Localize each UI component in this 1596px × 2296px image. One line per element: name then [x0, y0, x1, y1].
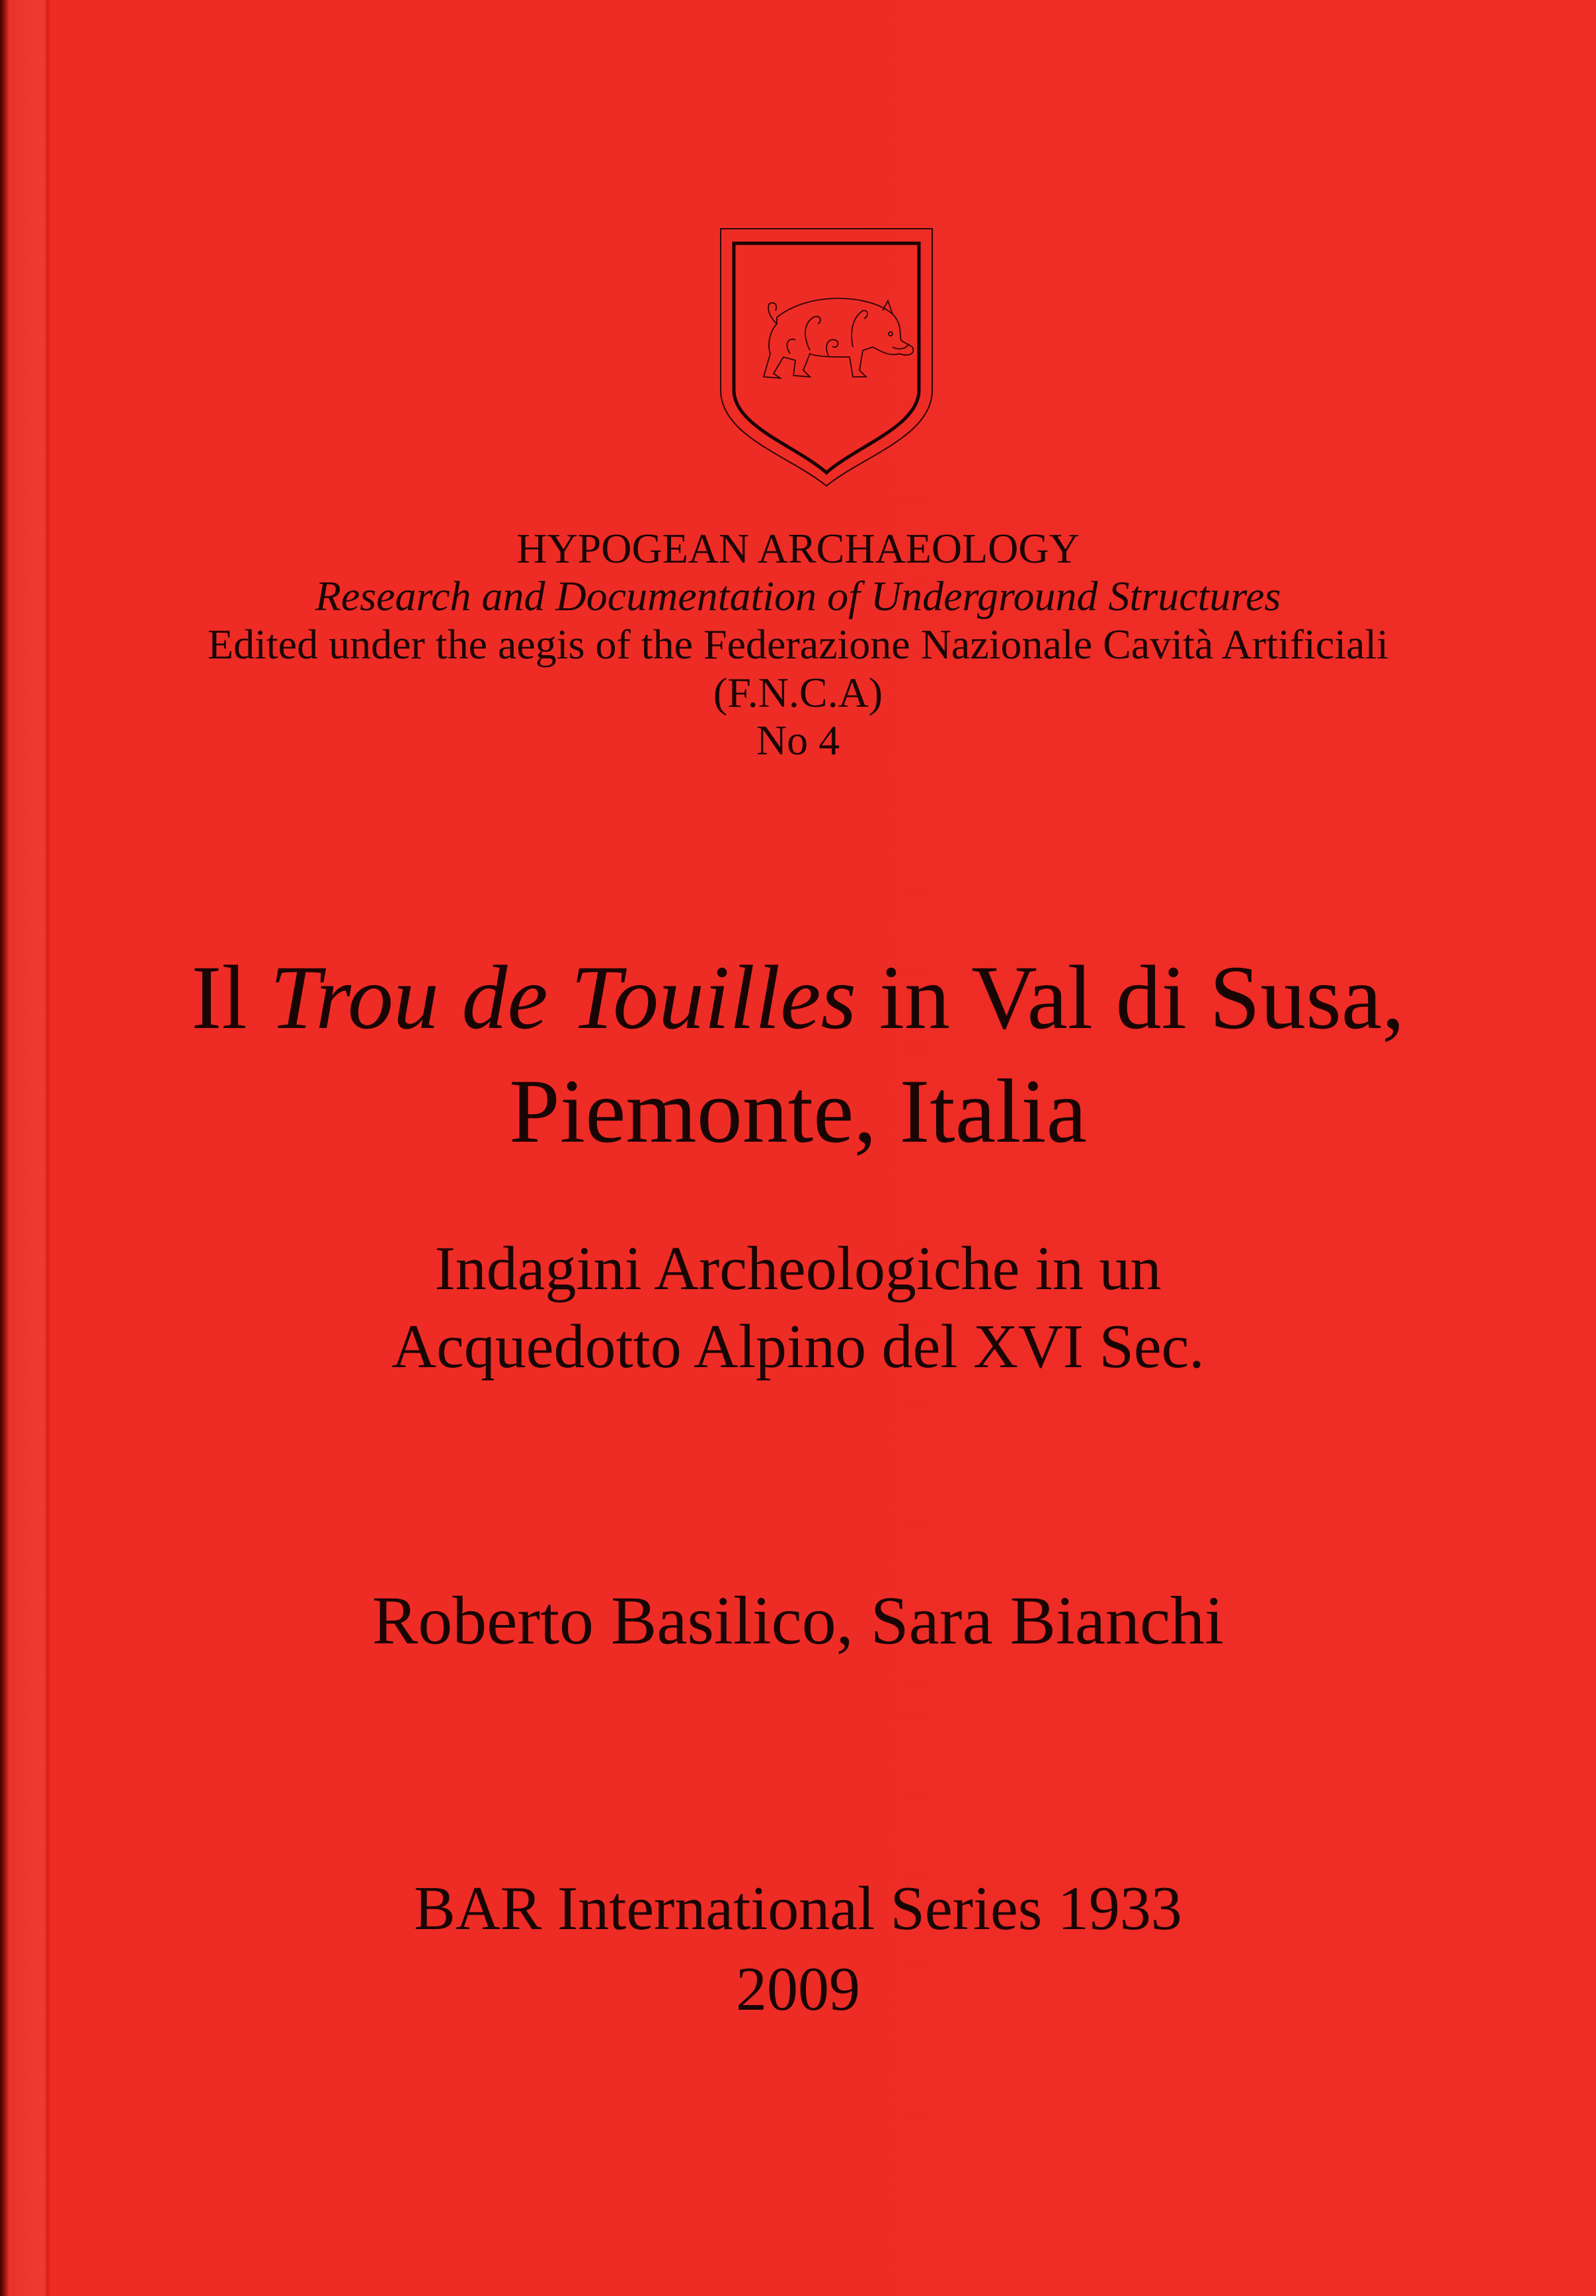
title-italic: Trou de Touilles — [270, 947, 857, 1048]
series-tagline: Research and Documentation of Underground Structures — [315, 573, 1281, 619]
authors: Roberto Basilico, Sara Bianchi — [372, 1583, 1224, 1659]
series-number: No 4 — [756, 717, 840, 764]
publication-series: BAR International Series 1933 — [414, 1874, 1182, 1943]
editor-note: Edited under the aegis of the Federazione Nazionale Cavità Artificiali — [208, 621, 1388, 668]
publication-year: 2009 — [736, 1955, 860, 2024]
title-suffix: in Val di Susa, — [856, 947, 1405, 1048]
book-title-line1 — [0, 947, 1596, 1048]
book-title-line2: Piemonte, Italia — [509, 1060, 1087, 1162]
subtitle-line2: Acquedotto Alpino del XVI Sec. — [391, 1312, 1205, 1381]
subtitle-line1: Indagini Archeologiche in un — [434, 1234, 1162, 1303]
series-name: HYPOGEAN ARCHAEOLOGY — [516, 525, 1080, 572]
title-prefix: Il — [191, 947, 270, 1048]
boar-shield-icon — [717, 225, 936, 489]
series-abbreviation: (F.N.C.A) — [713, 669, 883, 716]
